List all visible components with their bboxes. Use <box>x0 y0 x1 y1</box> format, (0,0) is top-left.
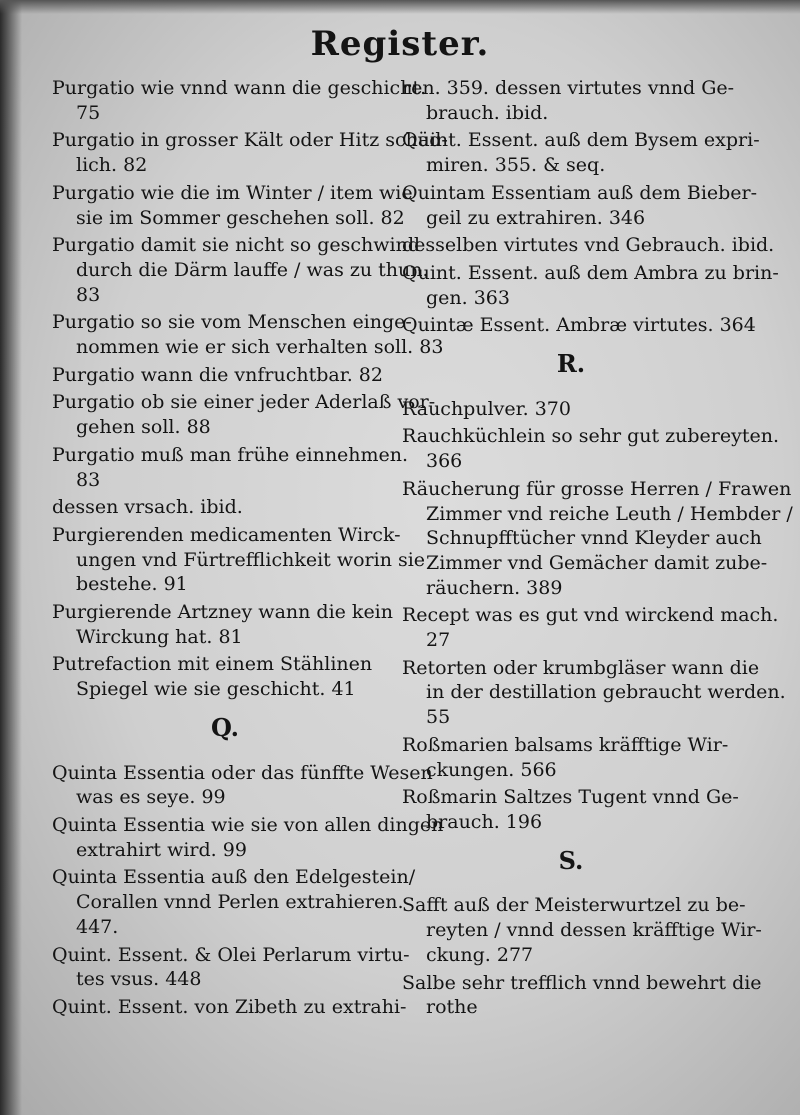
index-entry <box>402 233 775 258</box>
entry-continuation: Spiegel wie sie geschicht. 41 <box>76 678 356 701</box>
entry-continuation: Corallen vnnd Perlen extrahieren. <box>76 891 404 914</box>
entry-text: Quint. Essent. auß dem Bysem expri- <box>402 129 760 152</box>
entry-text: Räucherung für grosse Herren / Frawen <box>402 477 792 500</box>
entry-text: Quinta Essentia auß den Edelgestein/ <box>52 866 416 889</box>
entry-text: Quint. Essent. auß dem Ambra zu brin- <box>402 261 779 284</box>
entry-text: Quinta Essentia wie sie von allen dingen <box>52 813 444 836</box>
page-edge-shadow <box>0 0 22 1115</box>
entry-text: Quintæ Essent. Ambræ virtutes. 364 <box>402 314 756 337</box>
index-entry <box>52 943 410 992</box>
entry-text: Purgatio so sie vom Menschen einge- <box>52 311 412 334</box>
entry-text: Recept was es gut vnd wirckend mach. <box>402 604 779 627</box>
entry-continuation: 447. <box>76 915 119 938</box>
index-entry <box>402 656 786 730</box>
entry-text: Salbe sehr trefflich vnnd bewehrt die <box>402 971 762 994</box>
index-entry <box>52 181 413 230</box>
entry-continuation: lich. 82 <box>76 154 148 177</box>
entry-continuation: ckung. 277 <box>426 943 534 966</box>
entry-text: Roßmarien balsams kräfftige Wir- <box>402 733 729 756</box>
index-entry <box>402 971 762 1020</box>
page-top-shadow <box>0 0 800 14</box>
entry-continuation: Schnupfftücher vnnd Kleyder auch <box>426 527 762 550</box>
page-title: Register. <box>310 24 490 64</box>
entry-text: ren. 359. dessen virtutes vnnd Ge- <box>402 77 735 99</box>
entry-continuation: geil zu extrahiren. 346 <box>426 206 646 229</box>
index-entry <box>52 310 444 359</box>
entry-continuation: ckungen. 566 <box>426 758 557 781</box>
index-entry <box>402 477 793 601</box>
section-letter: Q. <box>210 712 240 742</box>
entry-continuation: tes vsus. 448 <box>76 968 202 991</box>
entry-text: Retorten oder krumbgläser wann die <box>402 656 760 679</box>
entry-continuation: rothe <box>426 996 478 1019</box>
entry-continuation: nommen wie er sich verhalten soll. 83 <box>76 336 444 359</box>
entry-continuation: brauch. ibid. <box>426 101 549 124</box>
entry-text: Purgierende Artzney wann die kein <box>52 601 393 624</box>
entry-continuation: Zimmer vnd reiche Leuth / Hembder / <box>426 502 793 525</box>
entry-text: Roßmarin Saltzes Tugent vnnd Ge- <box>402 786 739 809</box>
index-entry <box>52 363 398 388</box>
entry-continuation: Zimmer vnd Gemächer damit zube- <box>426 551 768 574</box>
entry-text: Quint. Essent. von Zibeth zu extrahi- <box>52 995 407 1018</box>
index-entry <box>52 813 444 862</box>
entry-continuation: brauch. 196 <box>426 810 543 833</box>
index-entry <box>402 603 779 652</box>
entry-continuation: 27 <box>426 629 451 652</box>
entry-text: dessen vrsach. ibid. <box>52 496 243 519</box>
entry-continuation: sie im Sommer geschehen soll. 82 <box>76 206 405 229</box>
index-entry <box>402 76 740 125</box>
index-entry <box>402 261 779 310</box>
index-entry <box>402 313 756 338</box>
index-entry <box>402 397 740 422</box>
index-entry <box>52 233 429 307</box>
entry-continuation: miren. 355. & seq. <box>426 154 606 177</box>
index-column-right <box>402 76 793 1023</box>
index-entry <box>402 733 740 782</box>
entry-text: Safft auß der Meisterwurtzel zu be- <box>402 894 746 917</box>
index-entry <box>402 785 740 834</box>
entry-continuation: ungen vnd Fürtrefflichkeit worin sie <box>76 548 426 571</box>
index-entry <box>52 76 427 125</box>
entry-text: Purgatio in grosser Kält oder Hitz schäd- <box>52 129 448 152</box>
entry-text: Purgatio muß man frühe einnehmen. <box>52 443 409 466</box>
index-entry <box>402 181 758 230</box>
entry-text: desselben virtutes vnd Gebrauch. ibid. <box>402 234 775 257</box>
entry-continuation: durch die Därm lauffe / was zu thun. <box>76 258 429 281</box>
entry-continuation: 83 <box>76 468 101 491</box>
index-entry <box>52 128 448 177</box>
index-entry <box>52 443 409 492</box>
index-entry <box>52 761 433 810</box>
entry-continuation: gen. 363 <box>426 286 510 309</box>
entry-continuation: 83 <box>76 283 101 306</box>
index-entry <box>52 495 398 520</box>
entry-text: Purgierenden medicamenten Wirck- <box>52 523 401 546</box>
section-letter: R. <box>556 349 586 379</box>
entry-continuation: 366 <box>426 450 463 473</box>
entry-text: Putrefaction mit einem Stählinen <box>52 653 373 676</box>
entry-text: Rauchküchlein so sehr gut zubereyten. <box>402 425 780 448</box>
entry-continuation: extrahirt wird. 99 <box>76 838 247 861</box>
index-entry <box>52 390 436 439</box>
entry-text: Purgatio wie vnnd wann die geschicht. <box>52 77 427 99</box>
section-letter: S. <box>558 845 584 875</box>
entry-text: Rauchpulver. 370 <box>402 397 571 420</box>
entry-continuation: 75 <box>76 101 101 124</box>
entry-text: Purgatio ob sie einer jeder Aderlaß vor- <box>52 391 436 414</box>
entry-continuation: bestehe. 91 <box>76 573 188 596</box>
entry-continuation: reyten / vnnd dessen kräfftige Wir- <box>426 919 762 942</box>
entry-text: Quinta Essentia oder das fünffte Wesen <box>52 761 433 784</box>
entry-continuation: gehen soll. 88 <box>76 416 211 439</box>
entry-continuation: Wirckung hat. 81 <box>76 625 243 648</box>
entry-continuation: räuchern. 389 <box>426 576 563 599</box>
entry-continuation: was es seye. 99 <box>76 786 226 809</box>
index-entry <box>52 652 398 701</box>
entry-text: Purgatio wann die vnfruchtbar. 82 <box>52 363 383 386</box>
entry-text: Purgatio wie die im Winter / item wie <box>52 181 413 204</box>
index-entry <box>52 865 416 939</box>
index-entry <box>402 893 762 967</box>
entry-text: Purgatio damit sie nicht so geschwind <box>52 234 421 257</box>
entry-continuation: 55 <box>426 706 451 729</box>
index-entry <box>52 600 398 649</box>
index-entry <box>52 523 426 597</box>
entry-continuation: in der destillation gebraucht werden. <box>426 681 786 704</box>
index-entry <box>402 128 760 177</box>
index-entry <box>52 995 407 1020</box>
entry-text: Quint. Essent. & Olei Perlarum virtu- <box>52 943 410 966</box>
index-entry <box>402 424 780 473</box>
entry-text: Quintam Essentiam auß dem Bieber- <box>402 181 758 204</box>
